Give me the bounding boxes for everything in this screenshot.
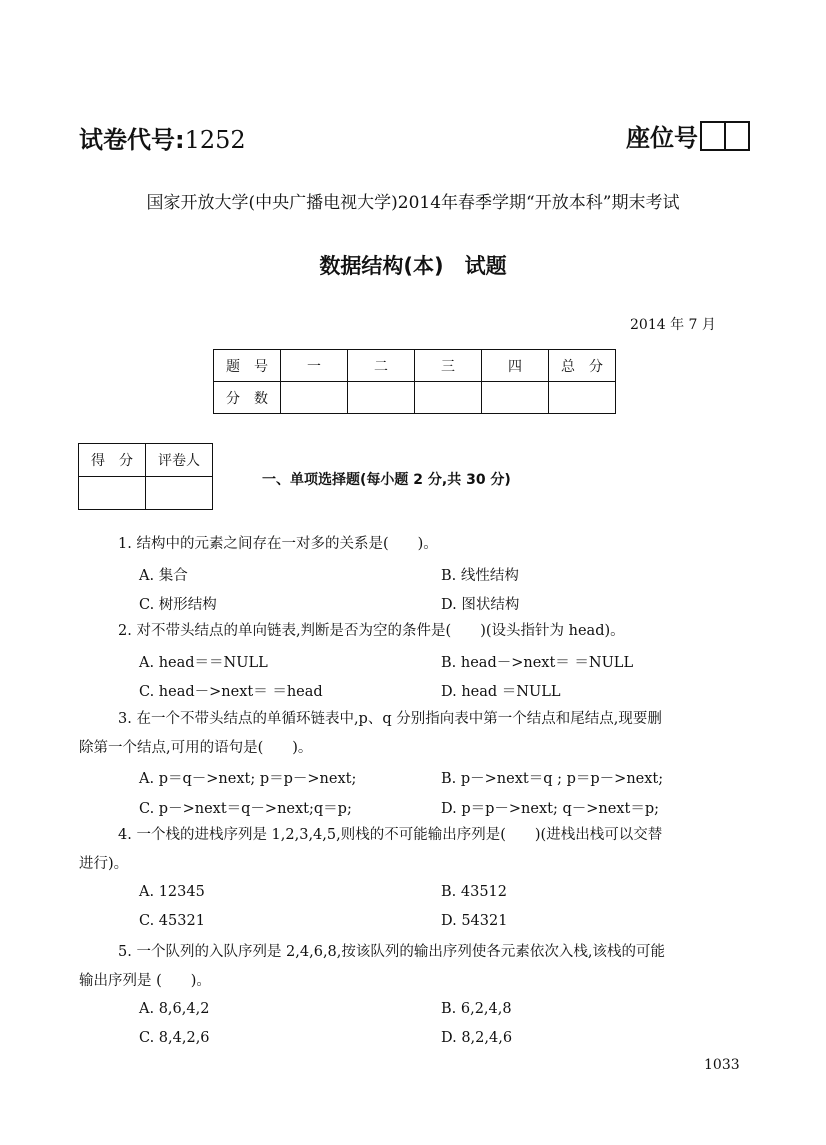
grader-cell <box>79 477 146 510</box>
score-table-score-row <box>214 382 616 414</box>
grader-table-blank-row <box>79 477 213 510</box>
question-4-stem-continued: 进行)。 <box>79 856 129 872</box>
score-table-header: 四 <box>482 350 549 382</box>
score-table <box>213 349 616 414</box>
paper-code <box>79 120 246 155</box>
grader-cell <box>146 477 213 510</box>
question-4-option-d: D. 54321 <box>441 913 508 929</box>
score-table-header: 总 分 <box>549 350 616 382</box>
question-3-option-d: D. p＝p－>next; q－>next＝p; <box>441 801 659 817</box>
question-2-option-b: B. head－>next＝ ＝NULL <box>441 655 634 671</box>
score-table-header: 一 <box>281 350 348 382</box>
grader-table <box>78 443 213 510</box>
question-5-stem: 5. 一个队列的入队序列是 2,4,6,8,按该队列的输出序列使各元素依次入栈,该栈的可能 <box>118 944 665 960</box>
score-cell <box>348 382 415 414</box>
seat-number-boxes <box>700 121 750 151</box>
score-table-header: 题 号 <box>214 350 281 382</box>
question-1-option-a: A. 集合 <box>139 568 188 584</box>
seat-box <box>702 123 724 149</box>
score-cell <box>415 382 482 414</box>
score-cell <box>482 382 549 414</box>
question-4-option-b: B. 43512 <box>441 884 508 900</box>
question-1-option-d: D. 图状结构 <box>441 597 520 613</box>
question-2-option-a: A. head＝＝NULL <box>139 655 268 671</box>
seat-number <box>626 118 750 153</box>
question-1-stem: 1. 结构中的元素之间存在一对多的关系是( )。 <box>118 536 438 552</box>
paper-code-label: 试卷代号 <box>79 126 175 154</box>
question-5-option-b: B. 6,2,4,8 <box>441 1001 512 1017</box>
score-table-row-label: 分 数 <box>214 382 281 414</box>
grader-table-header: 得 分 <box>79 444 146 477</box>
grader-table-header-row <box>79 444 213 477</box>
question-5-option-d: D. 8,2,4,6 <box>441 1030 513 1046</box>
question-2-option-d: D. head ＝NULL <box>441 684 561 700</box>
seat-number-label: 座位号 <box>626 124 698 152</box>
paper-code-separator: : <box>175 126 185 154</box>
question-4-option-c: C. 45321 <box>139 913 205 929</box>
question-2-stem: 2. 对不带头结点的单向链表,判断是否为空的条件是( )(设头指针为 head)。 <box>118 623 625 639</box>
question-1-option-c: C. 树形结构 <box>139 597 217 613</box>
question-5-option-a: A. 8,6,4,2 <box>139 1001 210 1017</box>
question-1-option-b: B. 线性结构 <box>441 568 519 584</box>
paper-code-number: 1252 <box>184 126 246 154</box>
section-title: 一、单项选择题(每小题 2 分,共 30 分) <box>262 472 511 488</box>
score-table-header: 二 <box>348 350 415 382</box>
exam-date: 2014 年 7 月 <box>630 317 716 333</box>
score-cell <box>549 382 616 414</box>
question-2-option-c: C. head－>next＝ ＝head <box>139 684 323 700</box>
score-table-header: 三 <box>415 350 482 382</box>
question-5-stem-continued: 输出序列是 ( )。 <box>79 973 211 989</box>
question-4-option-a: A. 12345 <box>139 884 205 900</box>
grader-table-header: 评卷人 <box>146 444 213 477</box>
question-3-option-b: B. p－>next＝q ; p＝p－>next; <box>441 771 664 787</box>
page-number: 1033 <box>704 1057 740 1073</box>
score-cell <box>281 382 348 414</box>
question-3-stem-continued: 除第一个结点,可用的语句是( )。 <box>79 740 313 756</box>
question-4-stem: 4. 一个栈的进栈序列是 1,2,3,4,5,则栈的不可能输出序列是( )(进栈出栈可以交替 <box>118 827 663 843</box>
seat-box <box>724 123 748 149</box>
score-table-header-row <box>214 350 616 382</box>
exam-title: 国家开放大学(中央广播电视大学)2014年春季学期“开放本科”期末考试 <box>146 193 680 213</box>
question-5-option-c: C. 8,4,2,6 <box>139 1030 210 1046</box>
subject-title: 数据结构(本) 试题 <box>319 254 507 278</box>
question-3-stem: 3. 在一个不带头结点的单循环链表中,p、q 分别指向表中第一个结点和尾结点,现要删 <box>118 711 662 727</box>
question-3-option-c: C. p－>next＝q－>next;q＝p; <box>139 801 352 817</box>
question-3-option-a: A. p＝q－>next; p＝p－>next; <box>139 771 357 787</box>
